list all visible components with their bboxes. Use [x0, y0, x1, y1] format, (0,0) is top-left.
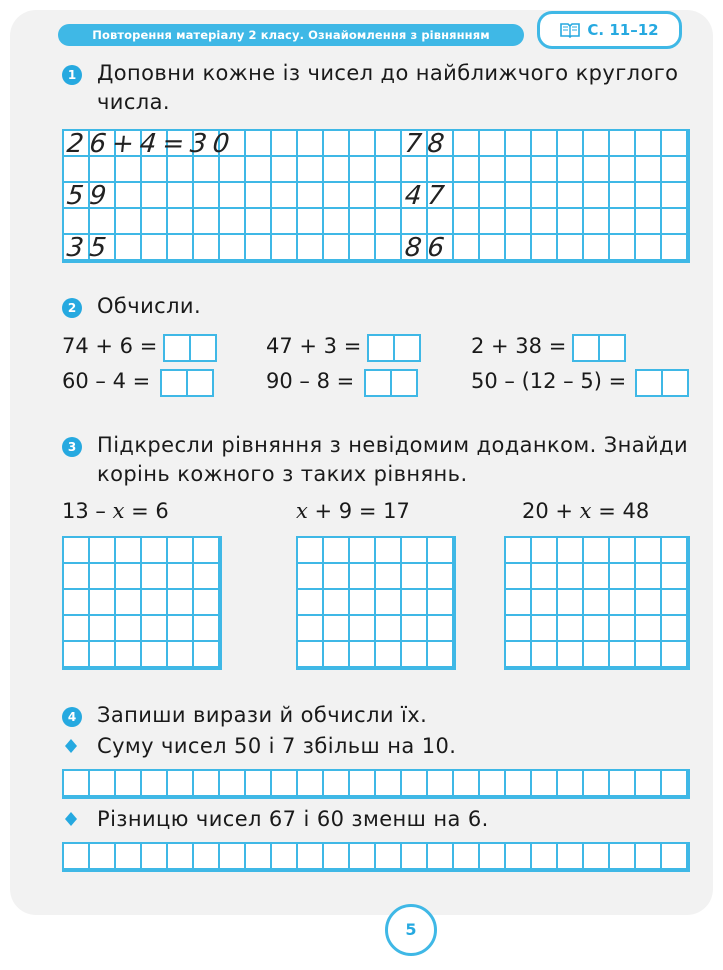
task-2-expr-6: 50 – (12 – 5) = [471, 369, 627, 393]
task-2-answer-box-3[interactable] [572, 334, 626, 362]
task-1-number-86: 86 [403, 233, 452, 263]
task-3-equation-1[interactable] [62, 499, 169, 523]
task-1-number-35: 35 [65, 233, 114, 263]
equation-3-right: = 48 [591, 499, 650, 523]
task-4-badge: 4 [62, 707, 82, 727]
task-4-subtask-2: Різницю чисел 67 і 60 зменш на 6. [97, 807, 489, 831]
task-3-grid-2[interactable] [296, 536, 456, 670]
equation-1-left: 13 – [62, 499, 113, 523]
task-3-grid-3[interactable] [504, 536, 690, 670]
task-2-answer-box-6[interactable] [635, 369, 689, 397]
task-1-answer-row-1: 26+4=30 [65, 129, 237, 159]
equation-2-variable: x [296, 499, 308, 523]
task-1-text-line2: числа. [97, 90, 170, 114]
task-4-line-2[interactable] [62, 842, 690, 872]
task-2-text: Обчисли. [97, 294, 202, 318]
diamond-bullet-icon [64, 812, 78, 826]
task-2-answer-box-2[interactable] [367, 334, 421, 362]
task-4-text: Запиши вирази й обчисли їх. [97, 703, 428, 727]
book-icon [560, 22, 580, 38]
task-2-expr-4: 60 – 4 = [62, 369, 151, 393]
task-2-expr-3: 2 + 38 = [471, 334, 567, 358]
task-1-badge: 1 [62, 65, 82, 85]
equation-1-variable: x [112, 499, 125, 523]
equation-2-right: + 9 = 17 [307, 499, 410, 523]
equation-1-right: = 6 [124, 499, 169, 523]
task-3-equation-3[interactable] [522, 499, 649, 523]
task-2-answer-box-5[interactable] [364, 369, 418, 397]
task-2-answer-box-4[interactable] [160, 369, 214, 397]
equation-3-left: 20 + [522, 499, 580, 523]
task-2-badge: 2 [62, 298, 82, 318]
task-3-grid-1[interactable] [62, 536, 222, 670]
task-4-subtask-1: Суму чисел 50 і 7 збільш на 10. [97, 734, 457, 758]
task-1-number-59: 59 [65, 181, 114, 211]
task-4-line-1[interactable] [62, 769, 690, 799]
task-2-answer-box-1[interactable] [163, 334, 217, 362]
task-3-text-line1: Підкресли рівняння з невідомим доданком. Знайди [97, 433, 689, 457]
diamond-bullet-icon [64, 739, 78, 753]
task-1-text-line1: Доповни кожне із чисел до найближчого круглого [97, 61, 679, 85]
task-3-badge: 3 [62, 437, 82, 457]
task-3-text-line2: корінь кожного з таких рівнянь. [97, 462, 468, 486]
task-2-expr-1: 74 + 6 = [62, 334, 158, 358]
task-3-equation-2[interactable] [296, 499, 410, 523]
page-reference-text: С. 11–12 [587, 21, 659, 39]
page-number: 5 [385, 904, 437, 956]
task-1-number-78: 78 [403, 129, 452, 159]
task-1-number-47: 47 [403, 181, 452, 211]
task-2-expr-5: 90 – 8 = [266, 369, 355, 393]
equation-3-variable: x [579, 499, 592, 523]
task-2-expr-2: 47 + 3 = [266, 334, 362, 358]
topic-banner: Повторення матеріалу 2 класу. Ознайомлення з рівнянням [58, 24, 524, 46]
page-reference [537, 11, 682, 49]
